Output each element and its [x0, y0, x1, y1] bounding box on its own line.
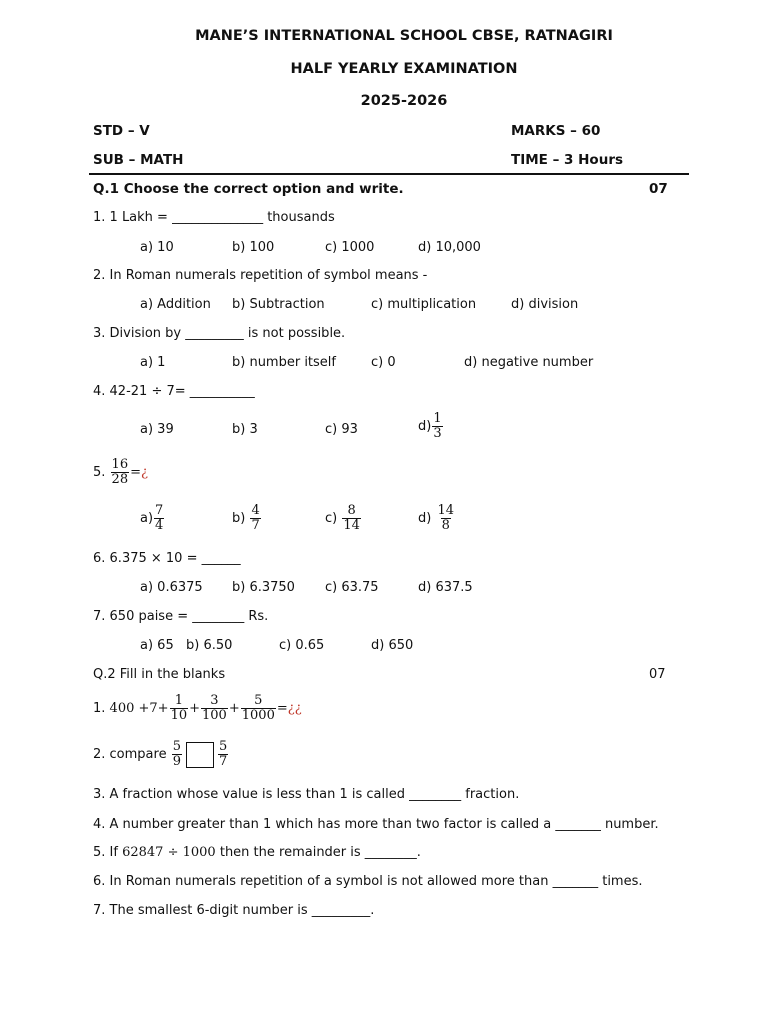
q1-item-6: 6. 6.375 × 10 = ______: [93, 551, 241, 566]
fraction-numerator: 5: [172, 739, 181, 754]
fraction-numerator: 7: [155, 503, 164, 518]
exam-year: 2025-2026: [360, 93, 448, 109]
fraction-numerator: 5: [254, 693, 263, 708]
fraction-numerator: 1: [174, 693, 183, 708]
q2-item-6: 6. In Roman numerals repetition of a symbol is not allowed more than _______ times.: [93, 874, 643, 889]
fraction-1-10: [170, 694, 189, 723]
q1-7-option-c: c) 0.65: [279, 638, 325, 653]
std-label: STD – V: [93, 123, 150, 139]
q1-5-option-c: [325, 504, 362, 533]
q1-item-4: 4. 42-21 ÷ 7= __________: [93, 384, 255, 399]
q1-item-5: [93, 458, 148, 487]
equals-sign: =: [130, 465, 141, 480]
q2-title: Q.2 Fill in the blanks: [93, 667, 226, 682]
q2-item-2: [93, 740, 229, 769]
q1-3-option-c: c) 0: [371, 355, 396, 370]
q1-1-option-b: b) 100: [232, 240, 275, 255]
fraction-denominator: 10: [170, 708, 188, 723]
q1-3-option-a: a) 1: [140, 355, 166, 370]
q1-2-option-c: c) multiplication: [371, 297, 477, 312]
q1-item-7: 7. 650 paise = ________ Rs.: [93, 609, 269, 624]
q1-5-option-d: [418, 504, 456, 533]
marks-label: MARKS – 60: [511, 123, 601, 139]
q2-marks: 07: [649, 667, 666, 682]
q2-item-3: 3. A fraction whose value is less than 1 is called ________ fraction.: [93, 787, 520, 802]
q1-6-option-a: a) 0.6375: [140, 580, 203, 595]
q1-3-option-b: b) number itself: [232, 355, 336, 370]
fraction-numerator: 14: [437, 503, 455, 518]
q1-6-option-b: b) 6.3750: [232, 580, 295, 595]
fraction-numerator: 8: [347, 503, 356, 518]
subject-label: SUB – MATH: [93, 152, 184, 168]
fraction-numerator: 5: [219, 739, 228, 754]
q1-5-option-a: [140, 504, 165, 533]
q1-7-option-a: a) 65: [140, 638, 174, 653]
fraction-16-28: [111, 458, 130, 487]
q2-item-7: 7. The smallest 6-digit number is _________.: [93, 903, 375, 918]
q1-5-option-b: [232, 504, 262, 533]
q1-1-option-c: c) 1000: [325, 240, 375, 255]
missing-value-mark: ¿: [141, 465, 148, 480]
fraction-5-1000: [241, 694, 276, 723]
fraction-5-7: [218, 740, 228, 769]
q2-item-1-number: 1.: [93, 701, 106, 716]
fraction-numerator: 4: [251, 503, 260, 518]
plus-sign: +: [228, 701, 240, 716]
q1-2-option-d: d) division: [511, 297, 579, 312]
q1-3-option-d: d) negative number: [464, 355, 594, 370]
option-label: c): [325, 511, 338, 526]
fraction-denominator: 9: [172, 754, 181, 769]
q1-marks: 07: [649, 181, 668, 197]
q2-item-1: [93, 694, 302, 723]
fraction-4-7: [250, 504, 260, 533]
missing-value-mark: ¿¿: [287, 701, 302, 716]
q1-4-option-d: [418, 412, 444, 441]
fraction-denominator: 8: [441, 518, 450, 533]
fraction-denominator: 7: [251, 518, 260, 533]
division-expression: 62847 ÷ 1000: [122, 845, 216, 860]
q1-2-option-a: a) Addition: [140, 297, 211, 312]
fraction-numerator: 1: [433, 411, 442, 426]
q1-item-3: 3. Division by _________ is not possible.: [93, 326, 346, 341]
q2-item-5: [93, 845, 421, 860]
fraction-7-4: [154, 504, 164, 533]
q1-1-option-a: a) 10: [140, 240, 174, 255]
q1-4-option-c: c) 93: [325, 422, 358, 437]
option-label: b): [232, 511, 246, 526]
q1-title: Q.1 Choose the correct option and write.: [93, 181, 404, 197]
fraction-denominator: 7: [219, 754, 228, 769]
q1-4-option-a: a) 39: [140, 422, 174, 437]
fraction-numerator: 16: [111, 457, 129, 472]
expression-lead: 400 +7+: [109, 701, 169, 716]
fraction-denominator: 100: [202, 708, 227, 723]
q2-item-4: 4. A number greater than 1 which has more than two factor is called a _______ number.: [93, 817, 659, 832]
fraction-denominator: 14: [343, 518, 360, 533]
q2-item-5-end: then the remainder is ________.: [219, 845, 421, 860]
equals-sign: =: [276, 701, 288, 716]
fraction-3-100: [201, 694, 228, 723]
fraction-numerator: 3: [210, 693, 219, 708]
q1-6-option-c: c) 63.75: [325, 580, 379, 595]
fraction-one-third: [432, 412, 442, 441]
school-name: MANE’S INTERNATIONAL SCHOOL CBSE, RATNAGIRI: [195, 28, 613, 44]
q1-item-5-number: 5.: [93, 465, 106, 480]
option-label: d): [418, 511, 432, 526]
q1-4-option-d-label: d): [418, 419, 432, 434]
q1-7-option-d: d) 650: [371, 638, 414, 653]
q1-item-1: 1. 1 Lakh = ______________ thousands: [93, 210, 335, 225]
comparison-answer-box[interactable]: [186, 742, 214, 768]
q2-item-5-start: 5. If: [93, 845, 118, 860]
plus-sign: +: [189, 701, 201, 716]
fraction-14-8: [436, 504, 455, 533]
option-label: a): [140, 511, 154, 526]
q2-item-2-label: 2. compare: [93, 747, 167, 762]
q1-7-option-b: b) 6.50: [186, 638, 233, 653]
header-rule: [89, 173, 689, 175]
q1-4-option-b: b) 3: [232, 422, 258, 437]
fraction-denominator: 1000: [241, 708, 275, 723]
q1-6-option-d: d) 637.5: [418, 580, 473, 595]
fraction-denominator: 3: [433, 426, 442, 441]
fraction-denominator: 4: [155, 518, 164, 533]
time-label: TIME – 3 Hours: [511, 152, 624, 168]
fraction-5-9: [172, 740, 182, 769]
fraction-8-14: [342, 504, 361, 533]
q1-1-option-d: d) 10,000: [418, 240, 481, 255]
q1-2-option-b: b) Subtraction: [232, 297, 325, 312]
exam-title: HALF YEARLY EXAMINATION: [290, 61, 518, 77]
fraction-denominator: 28: [111, 472, 129, 487]
q1-item-2: 2. In Roman numerals repetition of symbol means -: [93, 268, 428, 283]
